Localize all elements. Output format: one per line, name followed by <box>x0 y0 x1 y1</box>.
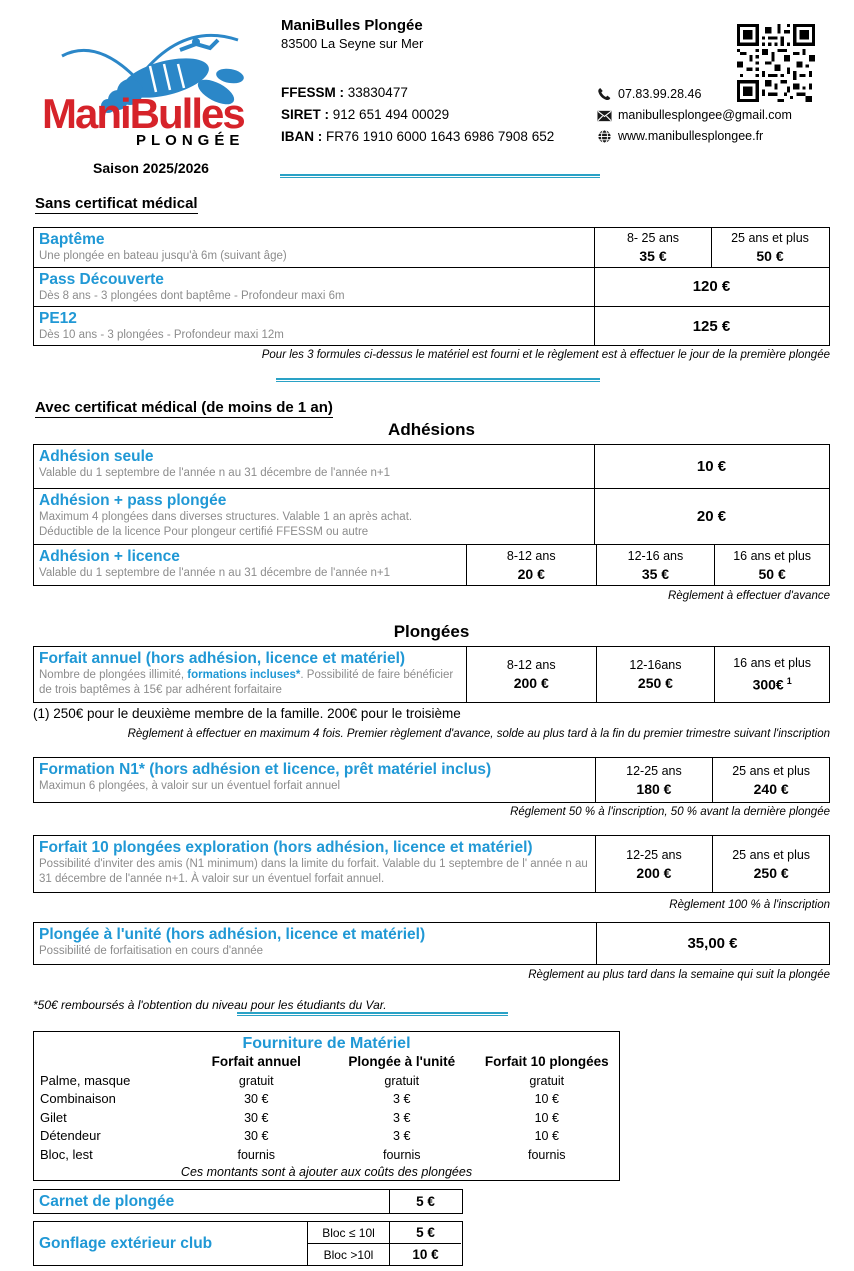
age-range: 8-12 ans <box>506 548 556 563</box>
price-cell <box>594 228 711 267</box>
student-note-underline <box>237 1012 508 1016</box>
price-cell <box>596 923 828 964</box>
materiel-price: 10 € <box>534 1110 559 1125</box>
price-value: 200 € <box>513 675 549 691</box>
materiel-item: Combinaison <box>40 1091 116 1106</box>
ffessm-value: 33830477 <box>347 85 408 100</box>
row-desc: Possibilité de forfaitisation en cours d'année <box>39 945 264 957</box>
siret-line <box>281 104 554 126</box>
materiel-col-header: Forfait annuel <box>211 1054 301 1069</box>
age-range: 12-16 ans <box>627 548 684 563</box>
price-cell <box>595 836 713 892</box>
table-row-formation-n1 <box>34 758 829 802</box>
section-heading-sans-certificat: Sans certificat médical <box>35 195 198 212</box>
price-value: 35 € <box>641 565 670 582</box>
email-icon <box>597 110 612 122</box>
table-row-carnet <box>34 1190 462 1213</box>
row-desc: Possibilité d'inviter des amis (N1 minimum) dans la limite du forfait. Valable du 1 septembre de l' année n au 31 décembre de l'année n+1. À valoir sur un éventuel forfait annuel. <box>39 858 588 885</box>
materiel-item: Bloc, lest <box>40 1146 93 1162</box>
row-title: Forfait annuel (hors adhésion, licence et matériel) <box>39 650 406 667</box>
materiel-header-row <box>34 1053 619 1072</box>
materiel-price: gratuit <box>384 1073 420 1088</box>
price-value: 20 € <box>696 508 727 525</box>
price-value <box>753 673 792 693</box>
materiel-price: fournis <box>237 1147 276 1162</box>
age-range: 8-12 ans <box>506 658 556 672</box>
row-desc <box>39 668 461 697</box>
globe-icon <box>597 129 612 144</box>
table-row-pass-decouverte <box>34 267 829 307</box>
row-desc: Déductible de la licence Pour plongeur certifié FFESSM ou autre <box>39 525 369 538</box>
row-title: Adhésion + licence <box>39 548 180 565</box>
materiel-col-header: Forfait 10 plongées <box>484 1054 609 1069</box>
materiel-table <box>33 1031 620 1181</box>
row-desc: Dès 8 ans - 3 plongées dont baptême - Profondeur maxi 6m <box>39 289 345 302</box>
price-value: 125 € <box>692 317 731 335</box>
logo-subtitle: PLONGÉE <box>136 132 245 149</box>
carnet-label: Carnet de plongée <box>39 1192 175 1210</box>
row-title: Formation N1* (hors adhésion et licence, prêt matériel inclus) <box>39 761 492 778</box>
price-cell <box>389 1222 461 1243</box>
age-range: 16 ans et plus <box>733 656 812 671</box>
age-range: 12-16ans <box>629 658 682 672</box>
siret-value: 912 651 494 00029 <box>332 107 450 122</box>
gonflage-row-large-tank <box>307 1243 461 1265</box>
price-number: 300€ <box>752 676 784 693</box>
price-value: 250 € <box>753 864 789 881</box>
age-range: 25 ans et plus <box>732 763 811 778</box>
price-cell <box>389 1190 461 1213</box>
row-desc: Une plongée en bateau jusqu'à 6m (suivant âge) <box>39 250 287 262</box>
email-line <box>597 105 792 126</box>
price-cell <box>712 836 829 892</box>
adhesions-note: Règlement à effectuer d'avance <box>667 590 830 602</box>
materiel-row <box>34 1146 619 1165</box>
formation-n1-note: Réglement 50 % à l'inscription, 50 % avant la dernière plongée <box>510 806 830 818</box>
formation-n1-table <box>33 757 830 803</box>
table-row-forfait-annuel <box>34 647 829 702</box>
row-desc: Maximum 4 plongées dans diverses structures. Valable 1 an après achat. <box>39 511 413 523</box>
price-footnote-marker: 1 <box>786 676 792 687</box>
sans-certificat-table <box>33 227 830 346</box>
tank-size-condition: Bloc ≤ 10l <box>307 1222 389 1243</box>
club-logo <box>38 16 256 156</box>
row-title: Adhésion + pass plongée <box>39 492 227 509</box>
materiel-price: 10 € <box>534 1129 559 1143</box>
price-value: 120 € <box>692 278 731 296</box>
gonflage-row-small-tank <box>307 1222 461 1243</box>
price-cell <box>594 268 828 307</box>
price-cell <box>595 758 713 802</box>
row-title: Pass Découverte <box>39 270 164 288</box>
row-desc: Valable du 1 septembre de l'année n au 31 décembre de l'année n+1 <box>39 467 391 479</box>
forfait-annuel-note: Règlement à effectuer en maximum 4 fois. Premier règlement d'avance, solde au plus tard à la fin du premier trimestre suivant l'inscription <box>127 728 830 740</box>
materiel-price: fournis <box>382 1147 421 1162</box>
age-range: 12-25 ans <box>626 847 682 862</box>
row-desc: Dès 10 ans - 3 plongées - Profondeur maxi 12m <box>39 329 284 341</box>
price-cell <box>596 545 715 585</box>
qr-code <box>737 24 815 102</box>
desc-pre: Nombre de plongées illimité, <box>39 669 188 681</box>
iban-label: IBAN : <box>281 129 323 144</box>
materiel-price: 3 € <box>393 1129 411 1143</box>
section-divider <box>276 378 600 382</box>
row-title: Adhésion seule <box>39 448 154 465</box>
family-discount-note: (1) 250€ pour le deuxième membre de la famille. 200€ pour le troisième <box>33 706 461 721</box>
sans-certificat-note: Pour les 3 formules ci-dessus le matériel est fourni et le règlement est à effectuer le jour de la première plongée <box>261 349 830 361</box>
price-value: 35,00 € <box>687 935 738 952</box>
price-cell <box>596 647 715 702</box>
price-value: 200 € <box>636 864 672 881</box>
price-value: 10 € <box>696 458 727 475</box>
row-title: Plongée à l'unité (hors adhésion, licence et matériel) <box>39 926 426 943</box>
age-range: 25 ans et plus <box>731 230 809 245</box>
carnet-table <box>33 1189 463 1214</box>
materiel-price: 3 € <box>393 1092 411 1106</box>
price-value: 50 € <box>756 247 784 264</box>
materiel-title: Fourniture de Matériel <box>242 1035 411 1052</box>
row-title: Baptême <box>39 231 105 248</box>
price-value: 180 € <box>636 780 672 797</box>
gonflage-table <box>33 1221 463 1266</box>
materiel-price: 30 € <box>244 1110 269 1125</box>
price-cell <box>594 307 828 346</box>
materiel-row <box>34 1109 619 1128</box>
age-range: 8- 25 ans <box>626 230 680 245</box>
price-cell <box>714 647 829 702</box>
forfait-10-table <box>33 835 830 893</box>
row-title: Forfait 10 plongées exploration (hors adhésion, licence et matériel) <box>39 839 533 856</box>
table-row-adhesion-licence <box>34 544 829 585</box>
materiel-price: 3 € <box>393 1110 411 1125</box>
materiel-price: 30 € <box>244 1129 269 1143</box>
season-label: Saison 2025/2026 <box>93 160 209 176</box>
email-address: manibullesplongee@gmail.com <box>618 108 792 122</box>
org-ids-block <box>281 82 554 148</box>
materiel-col-header: Plongée à l'unité <box>348 1054 456 1069</box>
ffessm-line <box>281 82 554 104</box>
org-address: 83500 La Seyne sur Mer <box>281 36 424 51</box>
price-cell <box>466 545 596 585</box>
materiel-price: 10 € <box>534 1092 559 1106</box>
materiel-item: Gilet <box>40 1109 67 1125</box>
website-line <box>597 126 792 147</box>
price-value: 20 € <box>517 565 545 582</box>
plongee-unite-note: Règlement au plus tard dans la semaine qui suit la plongée <box>528 969 830 981</box>
price-cell <box>711 228 828 267</box>
table-row-adhesion-seule <box>34 445 829 488</box>
lobster-diver-logo-graphic <box>38 16 256 156</box>
gonflage-label: Gonflage extérieur club <box>39 1234 213 1252</box>
price-cell <box>714 545 829 585</box>
price-cell <box>466 647 596 702</box>
adhesions-table <box>33 444 830 586</box>
row-title: PE12 <box>39 310 77 327</box>
iban-line <box>281 126 554 148</box>
materiel-price: gratuit <box>529 1073 565 1088</box>
forfait-annuel-table <box>33 646 830 703</box>
materiel-price: 30 € <box>244 1092 269 1106</box>
materiel-price: fournis <box>527 1147 566 1162</box>
tank-size-condition: Bloc >10l <box>307 1244 389 1265</box>
price-value: 35 € <box>639 247 667 264</box>
price-value: 50 € <box>758 565 786 582</box>
iban-value: FR76 1910 6000 1643 6986 7908 652 <box>326 129 555 144</box>
header-divider <box>280 174 600 178</box>
price-cell <box>389 1244 461 1265</box>
price-value: 5 € <box>416 1225 435 1240</box>
phone-number: 07.83.99.28.46 <box>618 87 702 101</box>
plongee-unite-table <box>33 922 830 965</box>
org-name: ManiBulles Plongée <box>281 17 423 34</box>
forfait-10-note: Règlement 100 % à l'inscription <box>669 899 830 911</box>
table-row-pe12 <box>34 306 829 346</box>
age-range: 25 ans et plus <box>732 847 811 862</box>
table-row-adhesion-pass <box>34 488 829 544</box>
plongees-title: Plongées <box>393 622 470 641</box>
table-row-bapteme <box>34 228 829 267</box>
ffessm-label: FFESSM : <box>281 85 344 100</box>
website-url: www.manibullesplongee.fr <box>618 129 764 143</box>
row-desc: Maximun 6 plongées, à valoir sur un éventuel forfait annuel <box>39 780 341 792</box>
logo-wordmark: ManiBulles <box>42 90 244 137</box>
materiel-item: Détendeur <box>40 1128 101 1143</box>
table-row-gonflage <box>34 1222 462 1265</box>
materiel-row <box>34 1127 619 1146</box>
price-cell <box>594 489 828 544</box>
desc-post: . Possibilité de faire bénéficier de trois baptêmes à 15€ par adhérent forfaitaire <box>39 669 454 696</box>
price-cell <box>712 758 829 802</box>
price-cell <box>594 445 828 488</box>
section-heading-avec-certificat: Avec certificat médical (de moins de 1 an) <box>35 399 333 416</box>
materiel-row <box>34 1072 619 1091</box>
student-refund-note: *50€ remboursés à l'obtention du niveau pour les étudiants du Var. <box>33 998 387 1012</box>
price-value: 240 € <box>753 780 789 797</box>
phone-icon <box>597 87 612 102</box>
materiel-footer-note: Ces montants sont à ajouter aux coûts des plongées <box>180 1165 473 1179</box>
age-range: 16 ans et plus <box>733 548 812 563</box>
price-value: 10 € <box>412 1247 439 1262</box>
siret-label: SIRET : <box>281 107 330 122</box>
table-row-plongee-unite <box>34 923 829 964</box>
materiel-price: gratuit <box>238 1073 274 1088</box>
price-value: 250 € <box>637 675 673 691</box>
table-row-forfait-10 <box>34 836 829 892</box>
materiel-row <box>34 1090 619 1109</box>
age-range: 12-25 ans <box>626 763 682 778</box>
desc-highlight: formations incluses* <box>187 669 301 681</box>
materiel-item: Palme, masque <box>40 1072 131 1088</box>
price-value: 5 € <box>416 1194 435 1209</box>
row-desc: Valable du 1 septembre de l'année n au 31 décembre de l'année n+1 <box>39 567 391 579</box>
adhesions-title: Adhésions <box>388 420 475 439</box>
